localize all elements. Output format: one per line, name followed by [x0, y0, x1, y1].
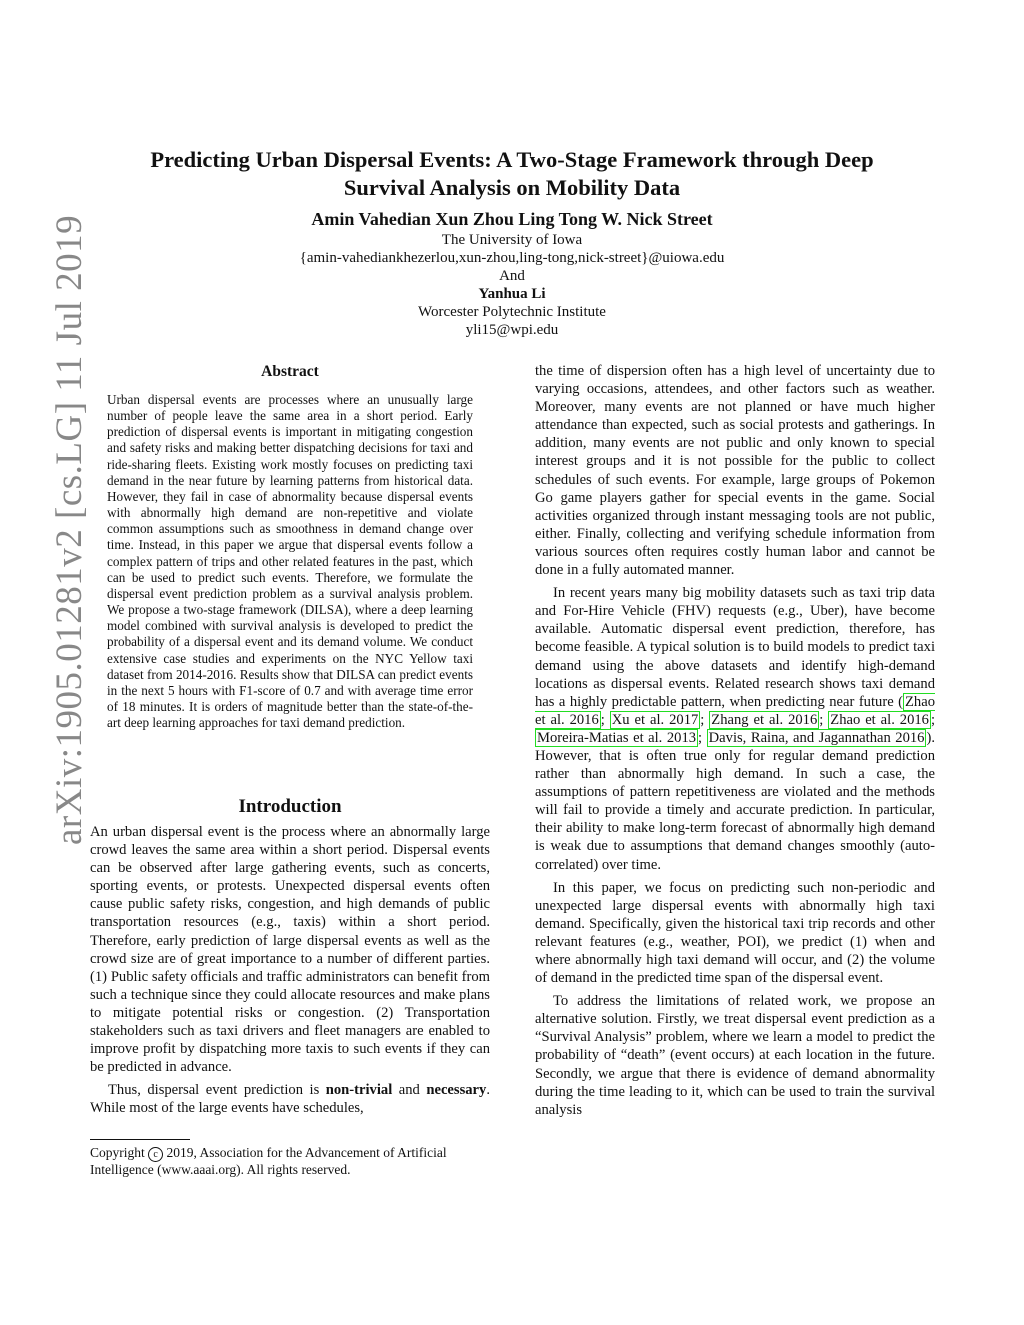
copyright-symbol: c — [148, 1147, 163, 1162]
citation-link[interactable]: Zhang et al. 2016 — [711, 711, 818, 728]
second-author: Yanhua Li — [478, 286, 546, 302]
paper-title — [80, 146, 944, 202]
intro-paragraph-2: Thus, dispersal event prediction is non-trivial and necessary. While most of the large events have schedules, — [90, 1082, 490, 1117]
author-emails: {amin-vahediankhezerlou,xun-zhou,ling-tong,nick-street}@uiowa.edu — [299, 250, 725, 266]
title-line-2: Survival Analysis on Mobility Data — [343, 175, 681, 200]
affiliation-wpi: Worcester Polytechnic Institute — [418, 304, 606, 320]
citation-link[interactable]: Moreira-Matias et al. 2013 — [537, 729, 697, 746]
right-paragraph-3: In this paper, we focus on predicting such non-periodic and unexpected large dispersal events with abnormally high taxi demand. Specifically, given the historical taxi trip records and other relevant features (e.g., weather, POI), we predict (1) when and where abnormally high taxi demand will occur, and (2) the volume of demand in the predicted time span of the dispersal event. — [535, 879, 935, 987]
abstract-text: Urban dispersal events are processes where an unusually large number of people leave the same area in a short period. Early prediction of dispersal events is important in mitigating congestion and safety risks and making better dispatching decisions for taxi and ride-sharing fleets. Existing work mostly focuses on predicting taxi demand in the near future by learning patterns from historical data. However, they fail in case of abnormality because dispersal events with abnormally high demand are non-repetitive and violate common assumptions such as smoothness in demand change over time. Instead, in this paper we argue that dispersal events follow a complex pattern of trips and other related features in the past, which can be used to predict such events. Therefore, we formulate the dispersal event prediction problem as a survival analysis problem. We propose a two-stage framework (DILSA), where a deep learning model combined with survival analysis is developed to predict the probability of a dispersal event and its demand volume. We conduct extensive case studies and experiments on the NYC Yellow taxi dataset from 2014-2016. Results show that DILSA can predict events in the next 5 hours with F1-score of 0.7 and with average time error of 18 minutes. It is orders of magnitude better than the state-of-the-art deep learning approaches for taxi demand prediction. — [107, 392, 473, 731]
right-column — [535, 362, 935, 1119]
left-column — [90, 823, 490, 1118]
introduction-heading: Introduction — [238, 796, 342, 817]
arxiv-id: arXiv:1905.01281v2 [cs.LG] 11 Jul 2019 — [49, 214, 90, 845]
citation-link[interactable]: Davis, Raina, and Jagannathan 2016 — [708, 729, 925, 746]
citation-link[interactable]: Zhao et al. 2016 — [830, 711, 929, 728]
authors: Amin Vahedian Xun Zhou Ling Tong W. Nick Street — [311, 209, 713, 229]
right-paragraph-2: In recent years many big mobility datasets such as taxi trip data and For-Hire Vehicle (FHV) requests (e.g., Uber), have become available. Automatic dispersal event prediction, therefore, has become feasible. A typical solution is to build models to predict taxi demand using the above datasets and identify high-demand locations as dispersal events. Related research shows taxi demand has a highly predictable pattern, when predicting near future ( Zhao et al. 2016 ; Xu et al. 2017 ; Zhang et al. 2016 ; Zhao et al. 2016 ; Moreira-Matias et al. 2013 ; Davis, Raina, and Jagannathan 2016 ). However, that is often true only for regular demand prediction rather than abnormally high demand. In such a case, the assumptions of pattern repetitiveness are violated and the methods will fail to provide a timely and accurate prediction. In particular, their ability to make long-term forecast of abnormally high demand is weak due to assumptions that demand changes smoothly (auto-correlated) over time. — [535, 585, 936, 873]
emphasis-non-trivial: non-trivial — [325, 1082, 393, 1099]
affiliation-iowa: The University of Iowa — [441, 232, 583, 248]
emphasis-necessary: necessary — [426, 1082, 487, 1099]
citation-link[interactable]: Zhao et al. 2016 — [535, 693, 935, 728]
copyright-footnote: Copyright c 2019, Association for the Advancement of Artificial Intelligence (www.aaai.org). All rights reserved. — [90, 1145, 447, 1177]
right-paragraph-1: the time of dispersion often has a high level of uncertainty due to varying occasions, attendees, and other factors such as weather. Moreover, many events are not planned or have much higher attendance than expected, such as social protests and gatherings. In addition, many events are not public and only known to special interest groups and it is not possible for the public to collect schedules of such events. For example, large groups of Pokemon Go game players gather for special events in the game. Social activities organized through instant messaging tools are not public, either. Finally, collecting and verifying schedule information from various sources often requires costly human labor and cannot be done in a fully automated manner. — [535, 363, 935, 579]
footnote-rule — [90, 1139, 190, 1140]
title-line-1: Predicting Urban Dispersal Events: A Two-Stage Framework through Deep — [150, 147, 874, 172]
right-paragraph-4: To address the limitations of related work, we propose an alternative solution. Firstly, we treat dispersal event prediction as a “Survival Analysis” problem, where we learn a model to predict the probability of “death” (event occurs) at each location in the future. Secondly, we argue that there is evidence of demand abnormality during the time leading to it, which can be used to train the survival analysis — [535, 993, 935, 1118]
citation-link[interactable]: Xu et al. 2017 — [611, 711, 699, 728]
intro-paragraph-1: An urban dispersal event is the process where an abnormally large crowd leaves the same area within a short period. Dispersal events can be observed after large gathering events, such as concerts, sporting events, or protests. Unexpected dispersal events often cause public safety risks, congestion, and high demands of public transportation resources (e.g., taxis) within a short period. Therefore, early prediction of large dispersal events as well as the crowd size are of great importance to a number of different parties. (1) Public safety officials and traffic administrators can benefit from such a technique since they could allocate resources and make plans to mitigate potential risks or congestion. (2) Transportation stakeholders such as taxi drivers and fleet managers are enabled to improve profit by dispatching more taxis to such events if they can be predicted in advance. — [90, 824, 490, 1076]
abstract-heading: Abstract — [261, 363, 319, 380]
second-author-email: yli15@wpi.edu — [465, 322, 559, 338]
and-separator: And — [499, 268, 525, 284]
abstract-body — [107, 392, 473, 731]
